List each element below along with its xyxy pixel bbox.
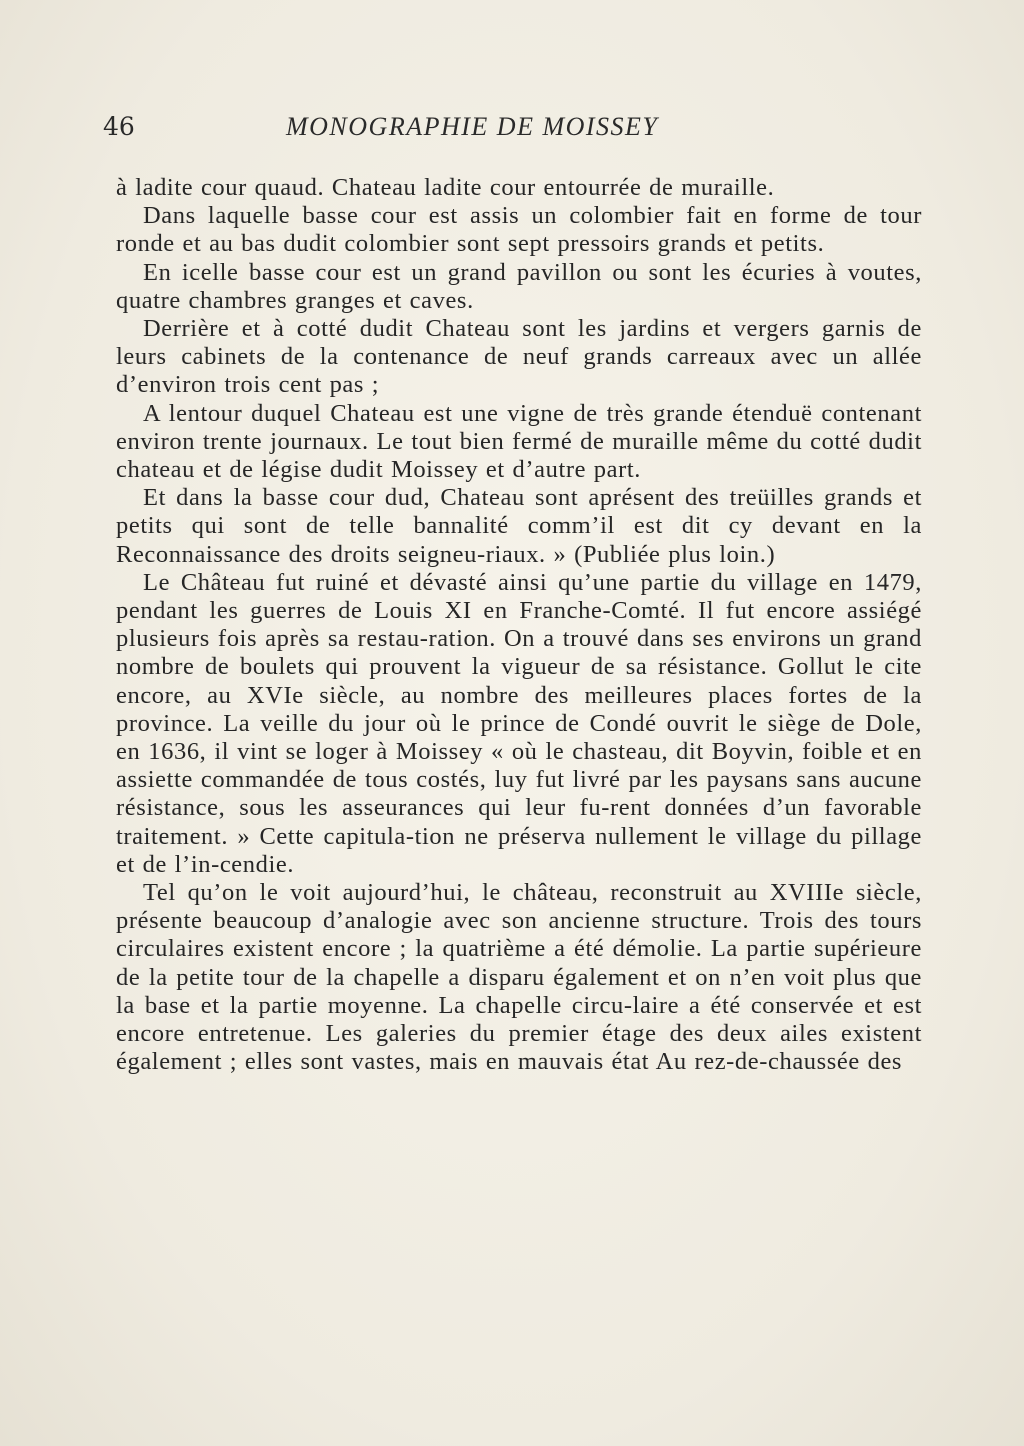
page-number: 46 [103,112,135,141]
running-title: MONOGRAPHIE DE MOISSEY [286,112,659,141]
body-text [116,174,922,1077]
running-head [103,112,763,148]
paragraph-1: à ladite cour quaud. Chateau ladite cour entourrée de muraille. [116,174,775,201]
paragraph-8: Tel qu’on le voit aujourd’hui, le château, reconstruit au XVIIIe siècle, présente beaucoup d’analogie avec son ancienne structure. Trois des tours circulaires existent encore ; la quatrième a été démolie. La partie supérieure de la petite tour de la chapelle a disparu également et on n’en voit plus que la base et la partie moyenne. La chapelle circu-laire a été conservée et est encore entretenue. Les galeries du premier étage des deux ailes existent également ; elles sont vastes, mais en mauvais état Au rez-de-chaussée des [116,879,922,1076]
paragraph-7: Le Château fut ruiné et dévasté ainsi qu’une partie du village en 1479, pendant les guerres de Louis XI en Franche-Comté. Il fut encore assiégé plusieurs fois après sa restau-ration. On a trouvé dans ses environs un grand nombre de boulets qui prouvent la vigueur de sa résistance. Gollut le cite encore, au XVIe siècle, au nombre des meilleures places fortes de la province. La veille du jour où le prince de Condé ouvrit le siège de Dole, en 1636, il vint se loger à Moissey « où le chasteau, dit Boyvin, foible et en assiette commandée de tous costés, luy fut livré par les paysans sans aucune résistance, sous les asseurances qui leur fu-rent données d’un favorable traitement. » Cette capitula-tion ne préserva nullement le village du pillage et de l’in-cendie. [116,568,922,878]
paragraph-2: Dans laquelle basse cour est assis un colombier fait en forme de tour ronde et au bas dudit colombier sont sept pressoirs grands et petits. [116,202,922,258]
paragraph-3: En icelle basse cour est un grand pavillon ou sont les écuries à voutes, quatre chambres granges et caves. [116,258,922,314]
paragraph-6: Et dans la basse cour dud, Chateau sont aprésent des treüilles grands et petits qui sont de telle bannalité comm’il est dit cy devant en la Reconnaissance des droits seigneu-riaux. » (Publiée plus loin.) [116,484,922,568]
paragraph-4: Derrière et à cotté dudit Chateau sont les jardins et vergers garnis de leurs cabinets de la contenance de neuf grands carreaux avec un allée d’environ trois cent pas ; [116,315,922,399]
paragraph-5: A lentour duquel Chateau est une vigne de très grande étenduë contenant environ trente journaux. Le tout bien fermé de muraille même du cotté dudit chateau et de légise dudit Moissey et d’autre part. [116,399,922,484]
